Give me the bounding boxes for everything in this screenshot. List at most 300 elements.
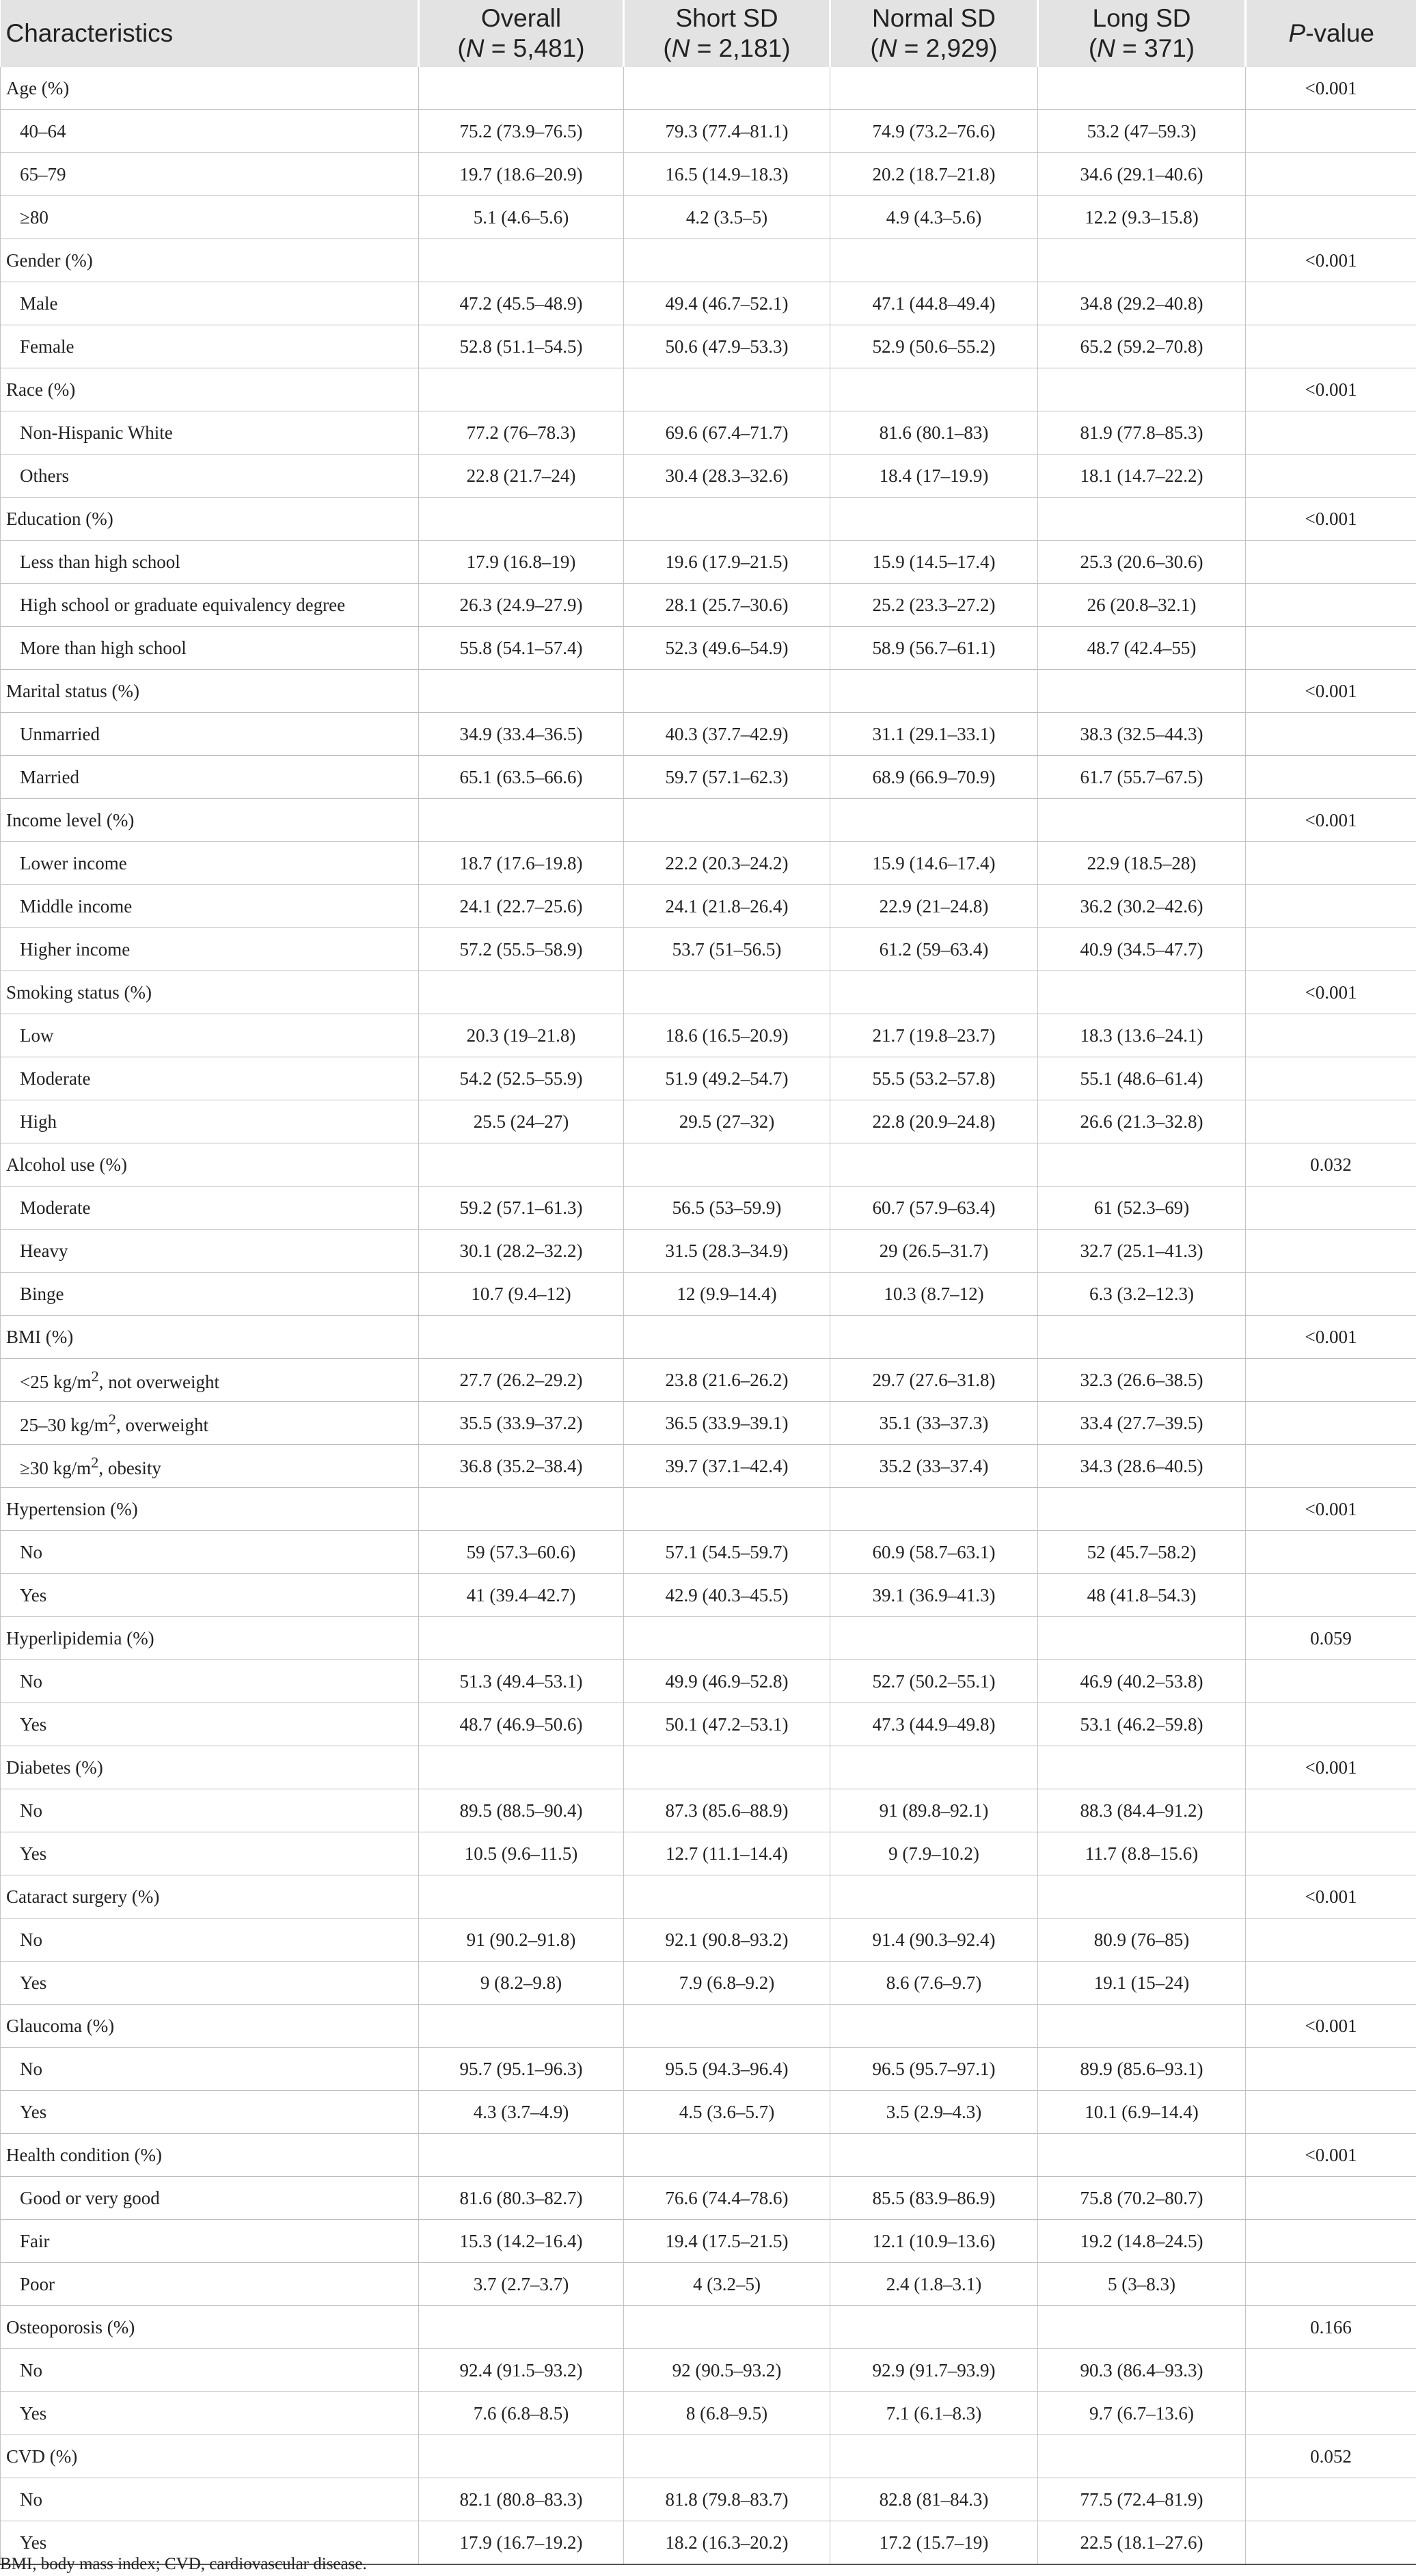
row-label-cell: [1, 1875, 419, 1919]
row-label: Good or very good: [20, 2187, 160, 2208]
row-label: No: [20, 1670, 42, 1692]
cell-long-sd: [1038, 368, 1246, 411]
paren-open: (: [1088, 34, 1098, 62]
row-label-cell: [1, 1574, 419, 1617]
cell-normal-sd: 61.2 (59–63.4): [830, 928, 1038, 971]
cell-long-sd: [1038, 239, 1246, 282]
row-label-cell: [1, 1402, 419, 1445]
cell-long-sd: 89.9 (85.6–93.1): [1038, 2048, 1246, 2091]
cell-long-sd: [1038, 1746, 1246, 1789]
cell-p-value: [1246, 713, 1416, 756]
cell-p-value: [1246, 1531, 1416, 1574]
row-label: Less than high school: [20, 551, 180, 572]
unit-superscript: 2: [91, 1367, 99, 1385]
cell-p-value: [1246, 1832, 1416, 1875]
table-row: [1, 2091, 1416, 2134]
cell-p-value: <0.001: [1246, 1316, 1416, 1359]
row-label: Cataract surgery (%): [6, 1886, 160, 1907]
cell-p-value: [1246, 1100, 1416, 1143]
cell-overall: [419, 670, 624, 713]
cell-overall: [419, 239, 624, 282]
cell-overall: 57.2 (55.5–58.9): [419, 928, 624, 971]
row-label: Yes: [20, 1713, 47, 1735]
row-label: No: [20, 2058, 42, 2079]
row-label-cell: [1, 1746, 419, 1789]
cell-short-sd: [624, 498, 830, 541]
cell-p-value: [1246, 282, 1416, 325]
table-row: [1, 1359, 1416, 1402]
row-label-cell: [1, 1919, 419, 1962]
row-label-cell: [1, 584, 419, 627]
header-long-sd: [1038, 0, 1246, 67]
category-row: [1, 2005, 1416, 2048]
table-row: [1, 1789, 1416, 1832]
cell-p-value: 0.052: [1246, 2435, 1416, 2478]
cell-short-sd: [624, 971, 830, 1014]
cell-p-value: [1246, 1057, 1416, 1100]
cell-overall: 51.3 (49.4–53.1): [419, 1660, 624, 1703]
cell-short-sd: 22.2 (20.3–24.2): [624, 842, 830, 885]
cell-long-sd: 77.5 (72.4–81.9): [1038, 2478, 1246, 2521]
cell-long-sd: 12.2 (9.3–15.8): [1038, 196, 1246, 239]
category-row: [1, 239, 1416, 282]
row-label-cell: [1, 971, 419, 1014]
cell-p-value: [1246, 1789, 1416, 1832]
row-label-cell: [1, 1143, 419, 1187]
cell-normal-sd: [830, 368, 1038, 411]
header-group-name: Long SD: [1092, 4, 1191, 32]
cell-long-sd: 18.1 (14.7–22.2): [1038, 455, 1246, 498]
cell-overall: 75.2 (73.9–76.5): [419, 110, 624, 153]
cell-normal-sd: 17.2 (15.7–19): [830, 2521, 1038, 2565]
category-row: [1, 368, 1416, 411]
row-label: Moderate: [20, 1068, 91, 1089]
cell-p-value: [1246, 1962, 1416, 2005]
row-label: Binge: [20, 1283, 64, 1304]
row-label-cell: [1, 1962, 419, 2005]
row-label-cell: [1, 282, 419, 325]
n-value: = 371): [1115, 34, 1195, 62]
cell-p-value: [1246, 541, 1416, 584]
cell-p-value: [1246, 1273, 1416, 1316]
row-label: Unmarried: [20, 723, 100, 744]
cell-p-value: [1246, 196, 1416, 239]
cell-overall: 54.2 (52.5–55.9): [419, 1057, 624, 1100]
table-row: [1, 928, 1416, 971]
cell-short-sd: [624, 2306, 830, 2349]
cell-short-sd: [624, 2134, 830, 2177]
n-value: = 2,929): [897, 34, 998, 62]
cell-normal-sd: 2.4 (1.8–3.1): [830, 2263, 1038, 2306]
cell-short-sd: 49.4 (46.7–52.1): [624, 282, 830, 325]
cell-p-value: [1246, 2177, 1416, 2220]
header-sample-size: [625, 33, 829, 64]
row-label: BMI (%): [6, 1326, 74, 1347]
cell-overall: 15.3 (14.2–16.4): [419, 2220, 624, 2263]
row-label-cell: [1, 2134, 419, 2177]
cell-normal-sd: [830, 670, 1038, 713]
table-row: [1, 1402, 1416, 1445]
cell-normal-sd: [830, 2005, 1038, 2048]
cell-long-sd: [1038, 498, 1246, 541]
table-row: [1, 2048, 1416, 2091]
cell-overall: 3.7 (2.7–3.7): [419, 2263, 624, 2306]
row-label-cell: [1, 756, 419, 799]
cell-long-sd: [1038, 1316, 1246, 1359]
cell-long-sd: 25.3 (20.6–30.6): [1038, 541, 1246, 584]
row-label: Heavy: [20, 1240, 68, 1261]
cell-p-value: [1246, 325, 1416, 368]
cell-short-sd: [624, 1316, 830, 1359]
cell-overall: [419, 1488, 624, 1531]
cell-short-sd: 87.3 (85.6–88.9): [624, 1789, 830, 1832]
cell-short-sd: 18.2 (16.3–20.2): [624, 2521, 830, 2565]
category-row: [1, 1746, 1416, 1789]
row-label-cell: [1, 799, 419, 842]
cell-short-sd: 52.3 (49.6–54.9): [624, 627, 830, 670]
cell-normal-sd: 31.1 (29.1–33.1): [830, 713, 1038, 756]
category-row: [1, 2435, 1416, 2478]
cell-p-value: [1246, 1703, 1416, 1746]
cell-short-sd: 4.2 (3.5–5): [624, 196, 830, 239]
cell-normal-sd: 29 (26.5–31.7): [830, 1230, 1038, 1273]
row-label-cell: [1, 67, 419, 110]
row-label-cell: [1, 1273, 419, 1316]
paren-open: (: [870, 34, 879, 62]
cell-p-value: [1246, 1445, 1416, 1488]
cell-normal-sd: 8.6 (7.6–9.7): [830, 1962, 1038, 2005]
cell-long-sd: 80.9 (76–85): [1038, 1919, 1246, 1962]
table-row: [1, 1445, 1416, 1488]
cell-overall: 10.5 (9.6–11.5): [419, 1832, 624, 1875]
cell-normal-sd: 74.9 (73.2–76.6): [830, 110, 1038, 153]
table-row: [1, 842, 1416, 885]
cell-long-sd: [1038, 1617, 1246, 1660]
cell-overall: 92.4 (91.5–93.2): [419, 2349, 624, 2392]
cell-normal-sd: 22.8 (20.9–24.8): [830, 1100, 1038, 1143]
cell-long-sd: 22.9 (18.5–28): [1038, 842, 1246, 885]
row-label: Married: [20, 766, 79, 787]
row-label-cell: [1, 1359, 419, 1402]
cell-normal-sd: [830, 1143, 1038, 1187]
cell-overall: 7.6 (6.8–8.5): [419, 2392, 624, 2435]
cell-normal-sd: [830, 67, 1038, 110]
row-label-cell: [1, 1703, 419, 1746]
cell-p-value: [1246, 455, 1416, 498]
paren-open: (: [457, 34, 466, 62]
table-row: [1, 411, 1416, 455]
cell-overall: 41 (39.4–42.7): [419, 1574, 624, 1617]
cell-overall: [419, 1746, 624, 1789]
cell-normal-sd: 92.9 (91.7–93.9): [830, 2349, 1038, 2392]
table-row: [1, 2220, 1416, 2263]
row-label: Marital status (%): [6, 680, 139, 701]
row-label: Yes: [20, 2402, 47, 2424]
cell-normal-sd: [830, 2306, 1038, 2349]
cell-normal-sd: 9 (7.9–10.2): [830, 1832, 1038, 1875]
row-label: High: [20, 1111, 57, 1132]
table-row: [1, 455, 1416, 498]
row-label: Yes: [20, 2532, 47, 2553]
cell-overall: 20.3 (19–21.8): [419, 1014, 624, 1057]
cell-normal-sd: 85.5 (83.9–86.9): [830, 2177, 1038, 2220]
cell-p-value: <0.001: [1246, 239, 1416, 282]
cell-short-sd: 81.8 (79.8–83.7): [624, 2478, 830, 2521]
cell-overall: [419, 799, 624, 842]
cell-overall: 9 (8.2–9.8): [419, 1962, 624, 2005]
cell-short-sd: 19.6 (17.9–21.5): [624, 541, 830, 584]
cell-normal-sd: [830, 1617, 1038, 1660]
table-row: [1, 1832, 1416, 1875]
table-row: [1, 1962, 1416, 2005]
cell-long-sd: 53.1 (46.2–59.8): [1038, 1703, 1246, 1746]
cell-overall: 18.7 (17.6–19.8): [419, 842, 624, 885]
row-label-cell: [1, 2177, 419, 2220]
table-row: [1, 1703, 1416, 1746]
row-label-cell: [1, 498, 419, 541]
cell-normal-sd: [830, 2134, 1038, 2177]
cell-normal-sd: 52.7 (50.2–55.1): [830, 1660, 1038, 1703]
cell-short-sd: 92 (90.5–93.2): [624, 2349, 830, 2392]
cell-short-sd: 16.5 (14.9–18.3): [624, 153, 830, 196]
row-label: ≥80: [20, 206, 49, 228]
category-row: [1, 1875, 1416, 1919]
category-row: [1, 799, 1416, 842]
cell-short-sd: 12 (9.9–14.4): [624, 1273, 830, 1316]
header-group-name: Normal SD: [872, 4, 996, 32]
cell-short-sd: [624, 670, 830, 713]
cell-short-sd: 51.9 (49.2–54.7): [624, 1057, 830, 1100]
cell-long-sd: [1038, 971, 1246, 1014]
table-row: [1, 713, 1416, 756]
cell-overall: 19.7 (18.6–20.9): [419, 153, 624, 196]
n-symbol: N: [465, 34, 485, 62]
paren-open: (: [663, 34, 672, 62]
cell-long-sd: 46.9 (40.2–53.8): [1038, 1660, 1246, 1703]
cell-p-value: [1246, 1359, 1416, 1402]
row-label-suffix: , overweight: [116, 1414, 208, 1435]
row-label: Lower income: [20, 852, 127, 873]
row-label-cell: [1, 670, 419, 713]
cell-p-value: [1246, 110, 1416, 153]
cell-short-sd: [624, 1143, 830, 1187]
row-label-cell: [1, 627, 419, 670]
row-label-cell: [1, 713, 419, 756]
cell-long-sd: [1038, 2134, 1246, 2177]
cell-short-sd: 4.5 (3.6–5.7): [624, 2091, 830, 2134]
row-label: Osteoporosis (%): [6, 2316, 135, 2337]
row-label: Race (%): [6, 379, 76, 400]
cell-short-sd: 40.3 (37.7–42.9): [624, 713, 830, 756]
header-normal-sd: [830, 0, 1038, 67]
cell-normal-sd: [830, 1746, 1038, 1789]
cell-p-value: [1246, 1187, 1416, 1230]
cell-p-value: [1246, 1014, 1416, 1057]
cell-p-value: [1246, 1574, 1416, 1617]
cell-p-value: <0.001: [1246, 368, 1416, 411]
cell-normal-sd: [830, 1875, 1038, 1919]
category-row: [1, 971, 1416, 1014]
row-label-cell: [1, 455, 419, 498]
category-row: [1, 67, 1416, 110]
cell-short-sd: 76.6 (74.4–78.6): [624, 2177, 830, 2220]
row-label-cell: [1, 1531, 419, 1574]
cell-p-value: [1246, 842, 1416, 885]
cell-overall: 55.8 (54.1–57.4): [419, 627, 624, 670]
table-row: [1, 2478, 1416, 2521]
header-group-name: Short SD: [675, 4, 778, 32]
cell-long-sd: 61 (52.3–69): [1038, 1187, 1246, 1230]
table-row: [1, 1187, 1416, 1230]
cell-overall: 5.1 (4.6–5.6): [419, 196, 624, 239]
cell-p-value: [1246, 2521, 1416, 2565]
cell-normal-sd: 52.9 (50.6–55.2): [830, 325, 1038, 368]
cell-normal-sd: 60.9 (58.7–63.1): [830, 1531, 1038, 1574]
cell-long-sd: 32.3 (26.6–38.5): [1038, 1359, 1246, 1402]
table-row: [1, 282, 1416, 325]
cell-normal-sd: 68.9 (66.9–70.9): [830, 756, 1038, 799]
cell-normal-sd: 60.7 (57.9–63.4): [830, 1187, 1038, 1230]
cell-p-value: 0.059: [1246, 1617, 1416, 1660]
row-label: No: [20, 2359, 42, 2381]
cell-normal-sd: 82.8 (81–84.3): [830, 2478, 1038, 2521]
cell-p-value: <0.001: [1246, 2005, 1416, 2048]
row-label: Poor: [20, 2273, 55, 2294]
cell-p-value: <0.001: [1246, 670, 1416, 713]
cell-long-sd: [1038, 670, 1246, 713]
cell-normal-sd: 91.4 (90.3–92.4): [830, 1919, 1038, 1962]
row-label-cell: [1, 2220, 419, 2263]
cell-normal-sd: 18.4 (17–19.9): [830, 455, 1038, 498]
cell-short-sd: 28.1 (25.7–30.6): [624, 584, 830, 627]
cell-long-sd: 61.7 (55.7–67.5): [1038, 756, 1246, 799]
row-label-suffix: , not overweight: [98, 1371, 219, 1392]
row-label: Glaucoma (%): [6, 2015, 115, 2036]
header-characteristics: [1, 0, 419, 67]
row-label-cell: [1, 1187, 419, 1230]
cell-normal-sd: [830, 2435, 1038, 2478]
cell-overall: 82.1 (80.8–83.3): [419, 2478, 624, 2521]
cell-overall: 34.9 (33.4–36.5): [419, 713, 624, 756]
table-row: [1, 1273, 1416, 1316]
cell-normal-sd: 58.9 (56.7–61.1): [830, 627, 1038, 670]
row-label: 65–79: [20, 163, 66, 185]
cell-short-sd: 24.1 (21.8–26.4): [624, 885, 830, 928]
table-row: [1, 756, 1416, 799]
cell-normal-sd: 15.9 (14.6–17.4): [830, 842, 1038, 885]
row-label: More than high school: [20, 637, 187, 658]
cell-overall: [419, 1143, 624, 1187]
cell-p-value: <0.001: [1246, 1746, 1416, 1789]
cell-short-sd: 31.5 (28.3–34.9): [624, 1230, 830, 1273]
row-label-cell: [1, 2005, 419, 2048]
cell-p-value: [1246, 411, 1416, 455]
table-row: [1, 1100, 1416, 1143]
cell-overall: 24.1 (22.7–25.6): [419, 885, 624, 928]
cell-long-sd: [1038, 799, 1246, 842]
cell-normal-sd: 91 (89.8–92.1): [830, 1789, 1038, 1832]
cell-normal-sd: [830, 971, 1038, 1014]
cell-short-sd: 8 (6.8–9.5): [624, 2392, 830, 2435]
row-label-cell: [1, 2091, 419, 2134]
row-label: No: [20, 1800, 42, 1821]
row-label: Higher income: [20, 938, 131, 960]
cell-p-value: [1246, 2392, 1416, 2435]
cell-p-value: [1246, 2478, 1416, 2521]
cell-long-sd: 6.3 (3.2–12.3): [1038, 1273, 1246, 1316]
table-header-row: [1, 0, 1416, 67]
table-row: [1, 196, 1416, 239]
table-body: [1, 67, 1416, 2564]
cell-p-value: 0.032: [1246, 1143, 1416, 1187]
cell-p-value: [1246, 2091, 1416, 2134]
cell-long-sd: [1038, 67, 1246, 110]
cell-normal-sd: 22.9 (21–24.8): [830, 885, 1038, 928]
row-label: Low: [20, 1025, 54, 1046]
cell-overall: 95.7 (95.1–96.3): [419, 2048, 624, 2091]
row-label-cell: [1, 2435, 419, 2478]
cell-long-sd: 34.8 (29.2–40.8): [1038, 282, 1246, 325]
cell-long-sd: 10.1 (6.9–14.4): [1038, 2091, 1246, 2134]
unit-superscript: 2: [91, 1453, 99, 1471]
cell-overall: 52.8 (51.1–54.5): [419, 325, 624, 368]
table-row: [1, 627, 1416, 670]
table-row: [1, 1919, 1416, 1962]
n-symbol: N: [671, 34, 690, 62]
cell-long-sd: [1038, 1875, 1246, 1919]
row-label-cell: [1, 1230, 419, 1273]
cell-normal-sd: 47.3 (44.9–49.8): [830, 1703, 1038, 1746]
row-label-cell: [1, 2478, 419, 2521]
n-value: = 5,481): [484, 34, 585, 62]
cell-long-sd: 26 (20.8–32.1): [1038, 584, 1246, 627]
n-symbol: N: [878, 34, 897, 62]
category-row: [1, 1143, 1416, 1187]
cell-long-sd: 55.1 (48.6–61.4): [1038, 1057, 1246, 1100]
row-label-cell: [1, 325, 419, 368]
cell-normal-sd: 4.9 (4.3–5.6): [830, 196, 1038, 239]
category-row: [1, 670, 1416, 713]
header-overall: [419, 0, 624, 67]
row-label: Diabetes (%): [6, 1757, 103, 1778]
row-label-suffix: , obesity: [98, 1457, 161, 1478]
table-row: [1, 153, 1416, 196]
row-label: <25 kg/m: [20, 1371, 92, 1392]
cell-long-sd: [1038, 2005, 1246, 2048]
cell-p-value: [1246, 2349, 1416, 2392]
cell-p-value: [1246, 1230, 1416, 1273]
cell-long-sd: 75.8 (70.2–80.7): [1038, 2177, 1246, 2220]
unit-superscript: 2: [108, 1410, 117, 1428]
cell-p-value: <0.001: [1246, 498, 1416, 541]
cell-long-sd: 90.3 (86.4–93.3): [1038, 2349, 1246, 2392]
row-label: Others: [20, 465, 69, 486]
cell-overall: 35.5 (33.9–37.2): [419, 1402, 624, 1445]
row-label: CVD (%): [6, 2445, 78, 2467]
cell-short-sd: 95.5 (94.3–96.4): [624, 2048, 830, 2091]
cell-overall: 89.5 (88.5–90.4): [419, 1789, 624, 1832]
cell-short-sd: [624, 67, 830, 110]
row-label: Hyperlipidemia (%): [6, 1627, 154, 1649]
row-label: Moderate: [20, 1197, 91, 1218]
cell-long-sd: 19.1 (15–24): [1038, 1962, 1246, 2005]
cell-overall: 25.5 (24–27): [419, 1100, 624, 1143]
cell-short-sd: 79.3 (77.4–81.1): [624, 110, 830, 153]
cell-short-sd: 49.9 (46.9–52.8): [624, 1660, 830, 1703]
row-label-cell: [1, 196, 419, 239]
cell-short-sd: 69.6 (67.4–71.7): [624, 411, 830, 455]
cell-overall: 65.1 (63.5–66.6): [419, 756, 624, 799]
